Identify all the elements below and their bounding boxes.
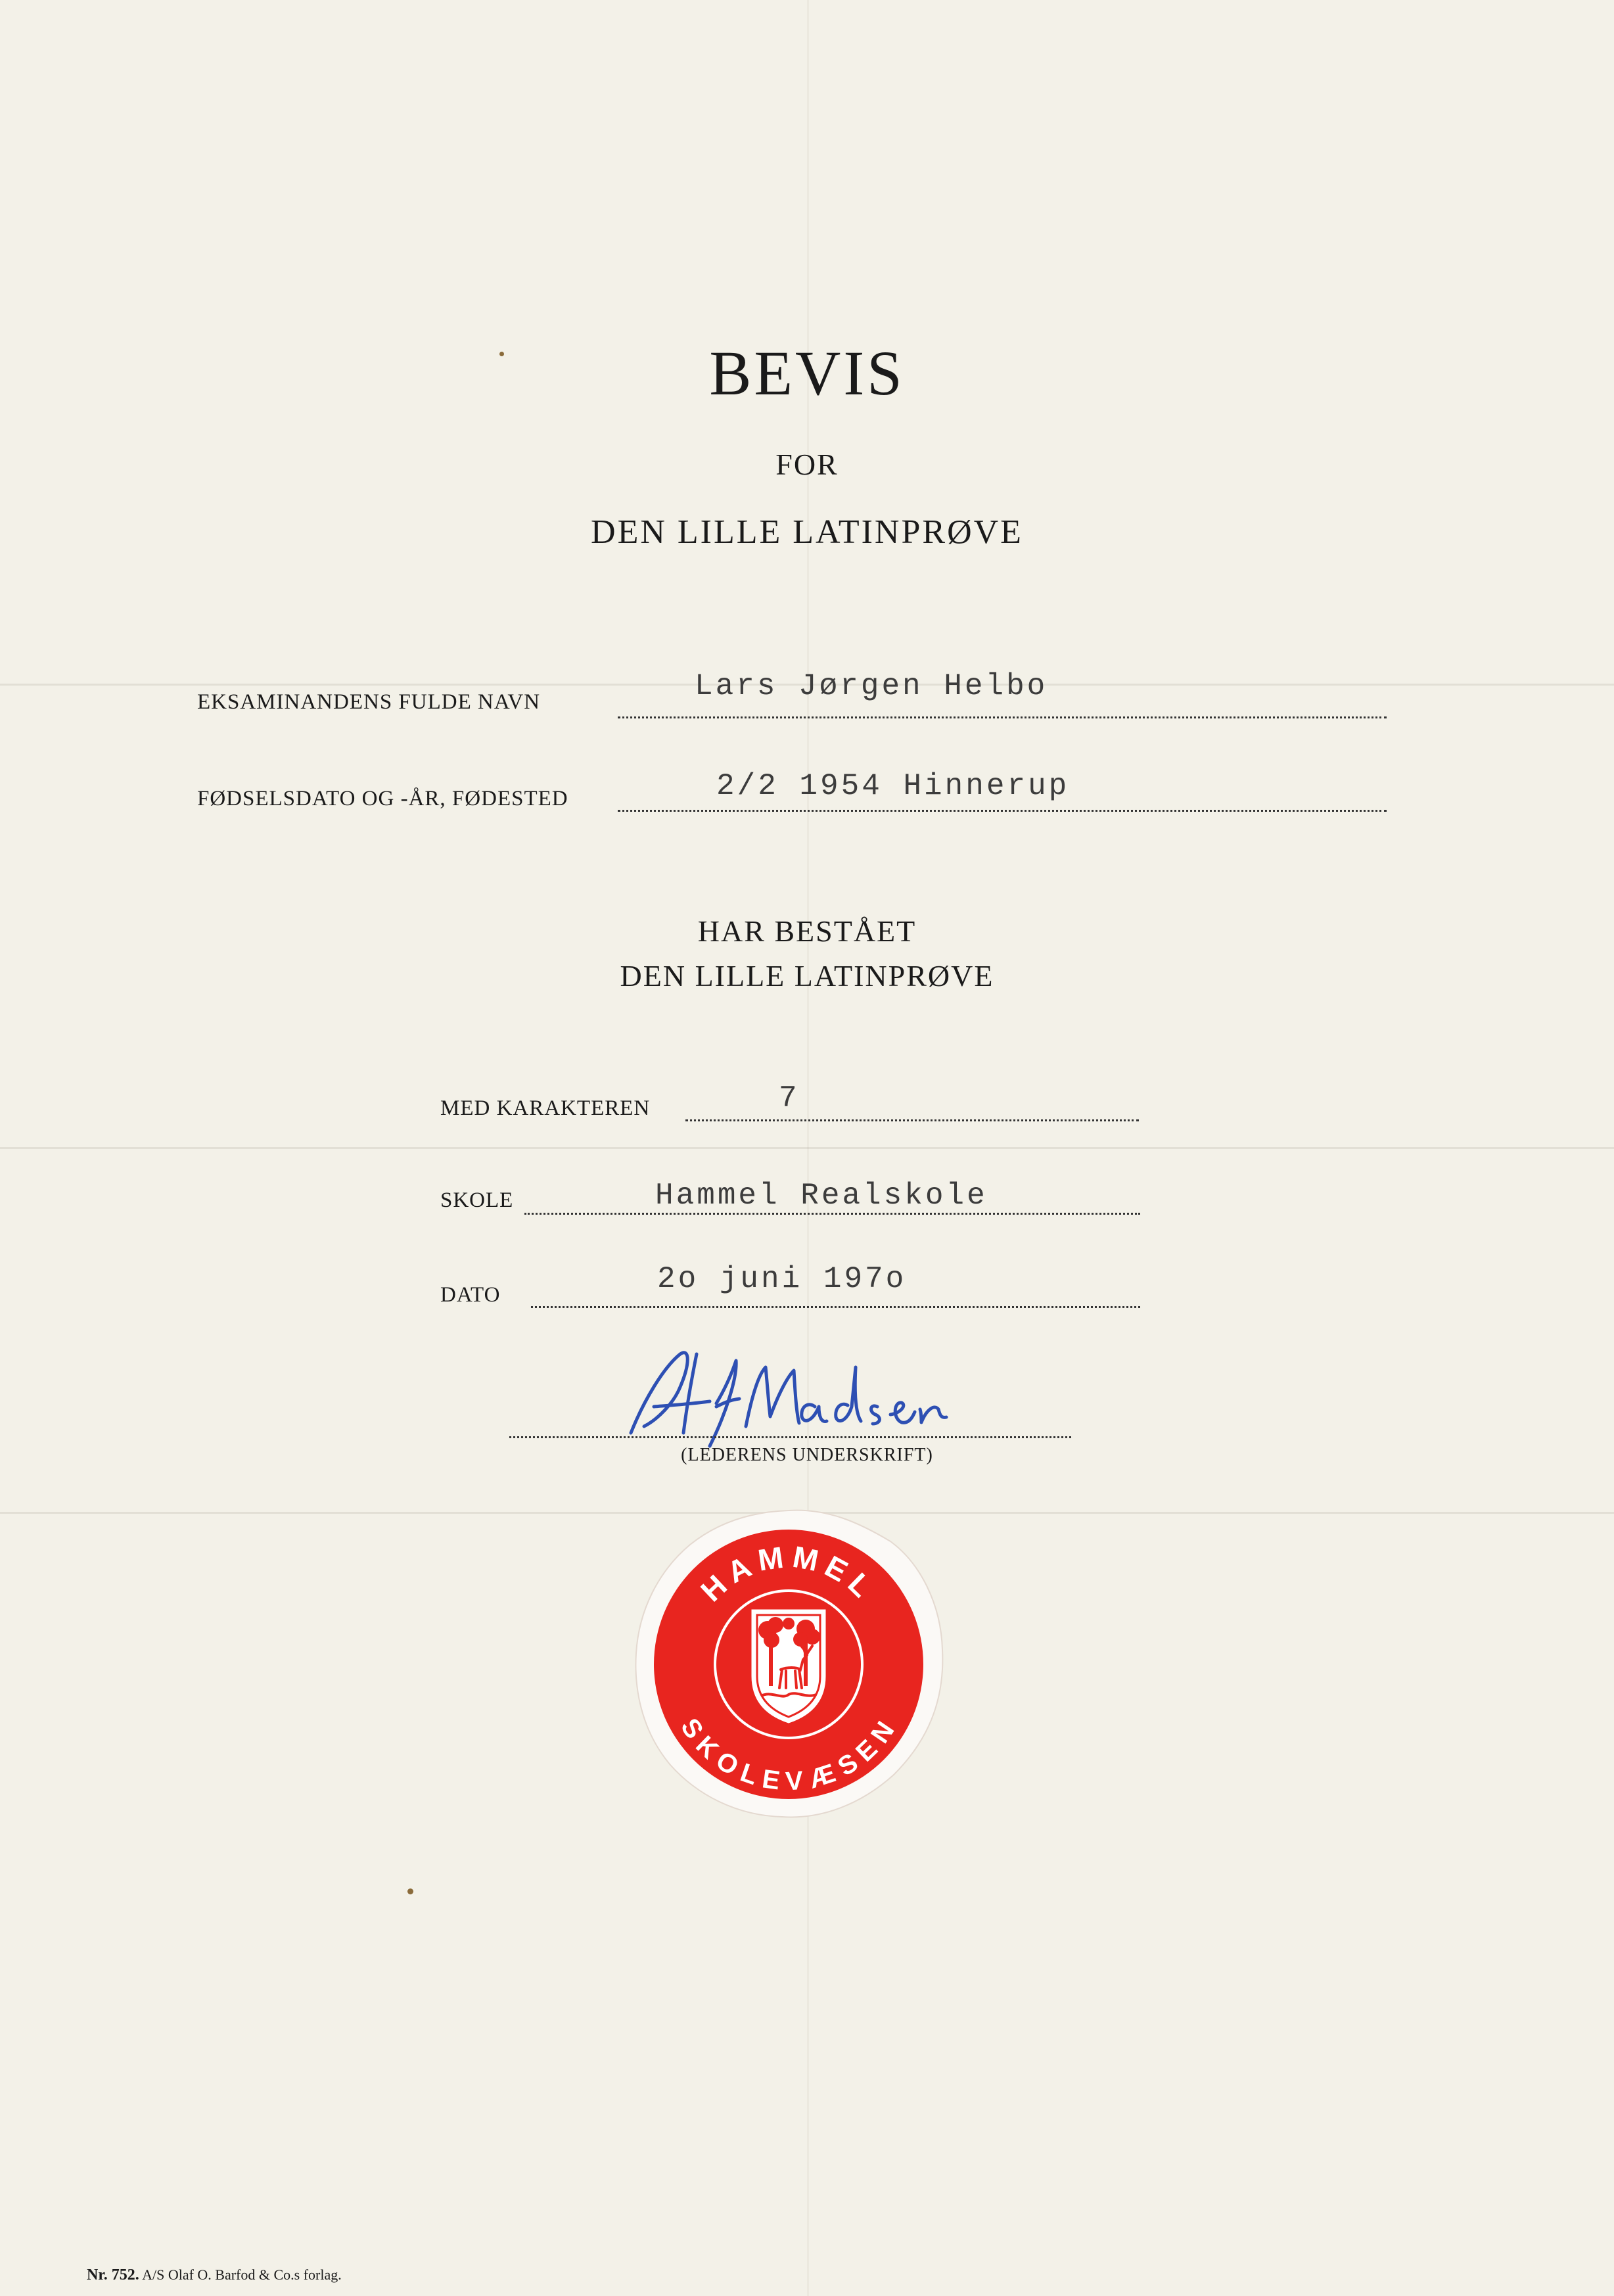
birth-value: 2/2 1954 Hinnerup: [716, 769, 1070, 803]
signature-caption: (LEDERENS UNDERSKRIFT): [681, 1445, 933, 1465]
birth-label: FØDSELSDATO OG -ÅR, FØDESTED: [197, 787, 568, 810]
grade-label: MED KARAKTEREN: [440, 1096, 651, 1120]
name-dotted-line: [618, 716, 1387, 718]
publisher-name: A/S Olaf O. Barfod & Co.s forlag.: [142, 2266, 342, 2283]
name-value: Lars Jørgen Helbo: [695, 669, 1048, 703]
school-label: SKOLE: [440, 1188, 514, 1212]
date-value: 2o juni 197o: [657, 1262, 907, 1296]
signature-dotted-line: [509, 1436, 1071, 1438]
handwritten-signature: [618, 1341, 959, 1459]
seal-top-text: HAMMEL: [694, 1539, 884, 1608]
certificate-subtitle: DEN LILLE LATINPRØVE: [591, 513, 1023, 551]
school-value: Hammel Realskole: [655, 1179, 988, 1213]
paper-spot: [407, 1888, 413, 1894]
certificate-for: FOR: [775, 448, 839, 481]
name-label: EKSAMINANDENS FULDE NAVN: [197, 690, 541, 714]
form-number: Nr. 752.: [87, 2266, 139, 2284]
date-dotted-line: [531, 1306, 1140, 1308]
passed-line-1: HAR BESTÅET: [697, 914, 917, 948]
grade-dotted-line: [685, 1119, 1139, 1121]
school-dotted-line: [524, 1213, 1140, 1215]
date-label: DATO: [440, 1283, 501, 1307]
publisher-footer: [87, 2266, 342, 2284]
passed-line-2: DEN LILLE LATINPRØVE: [620, 959, 994, 993]
birth-dotted-line: [618, 810, 1387, 812]
certificate-title: BEVIS: [709, 338, 905, 408]
grade-value: 7: [779, 1081, 800, 1115]
seal-bottom-text: SKOLEVÆSEN: [675, 1713, 902, 1796]
school-seal: [631, 1505, 946, 1821]
